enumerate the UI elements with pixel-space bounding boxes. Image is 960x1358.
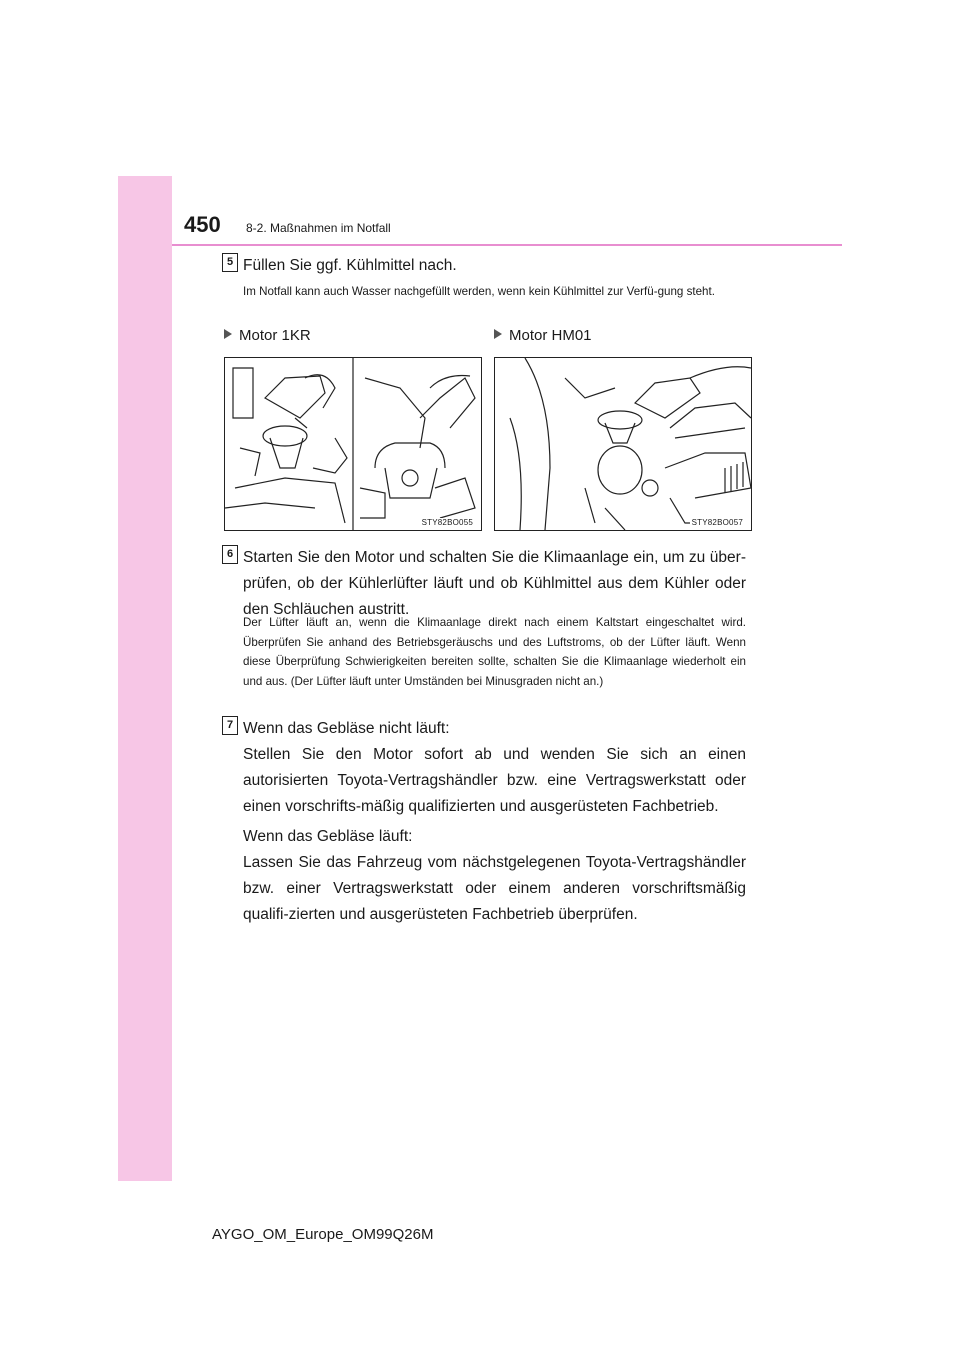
step6-note: Der Lüfter läuft an, wenn die Klimaanlage direkt nach einem Kaltstart eingeschaltet wird. Überprüfen Sie anhand des Betriebsgeräuschs und des Luftstroms, ob der Lüfter läuft. Wenn diese Überprüfung Schwierigkeiten bereiten sollte, schalten Sie die Klimaanlage wiederholt ein und aus. (Der Lüfter läuft unter Umständen bei Minusgraden nicht an.) (243, 616, 746, 688)
header-rule (172, 244, 842, 246)
figure-label-hm01: Motor HM01 (494, 327, 592, 344)
step5-title: Füllen Sie ggf. Kühlmittel nach. (243, 257, 457, 274)
section-title: 8-2. Maßnahmen im Notfall (246, 221, 391, 235)
engine-hm01-illustration (495, 358, 751, 530)
figure-code-057: STY82BO057 (691, 518, 743, 527)
step7-line2: Wenn das Gebläse läuft: (243, 828, 413, 845)
figure-code-055: STY82BO055 (421, 518, 473, 527)
step-marker-6: 6 (222, 545, 238, 564)
step7-para2: Lassen Sie das Fahrzeug vom nächstgelegenen Toyota-Vertragshändler bzw. einer Vertragswerkstatt oder einem anderen vorschriftsmäßig qualifi-zierten und ausgerüsteten Fachbetrieb überprüfen. (243, 854, 746, 923)
engine-1kr-illustration (225, 358, 481, 530)
step6-text: Starten Sie den Motor und schalten Sie die Klimaanlage ein, um zu über-prüfen, ob der Kühlerlüfter läuft und ob Kühlmittel aus dem Kühler oder den Schläuchen austritt. (243, 549, 746, 618)
figure-label-1kr: Motor 1KR (224, 327, 311, 344)
step-marker-5: 5 (222, 253, 238, 272)
figure-engine-hm01 (494, 357, 752, 531)
triangle-bullet-icon (224, 329, 232, 339)
page-number: 450 (184, 212, 221, 237)
step-marker-7: 7 (222, 716, 238, 735)
step5-note: Im Notfall kann auch Wasser nachgefüllt werden, wenn kein Kühlmittel zur Verfü-gung steht. (243, 285, 715, 298)
triangle-bullet-icon (494, 329, 502, 339)
figure-engine-1kr (224, 357, 482, 531)
step7-para1: Stellen Sie den Motor sofort ab und wenden Sie sich an einen autorisierten Toyota-Vertragshändler bzw. eine Vertragswerkstatt oder einen vorschrifts-mäßig qualifizierten und ausgerüsteten Fachbetrieb. (243, 746, 746, 815)
step7-line1: Wenn das Gebläse nicht läuft: (243, 720, 450, 737)
footer-doc-id: AYGO_OM_Europe_OM99Q26M (212, 1226, 434, 1243)
chapter-side-band (118, 176, 172, 1181)
